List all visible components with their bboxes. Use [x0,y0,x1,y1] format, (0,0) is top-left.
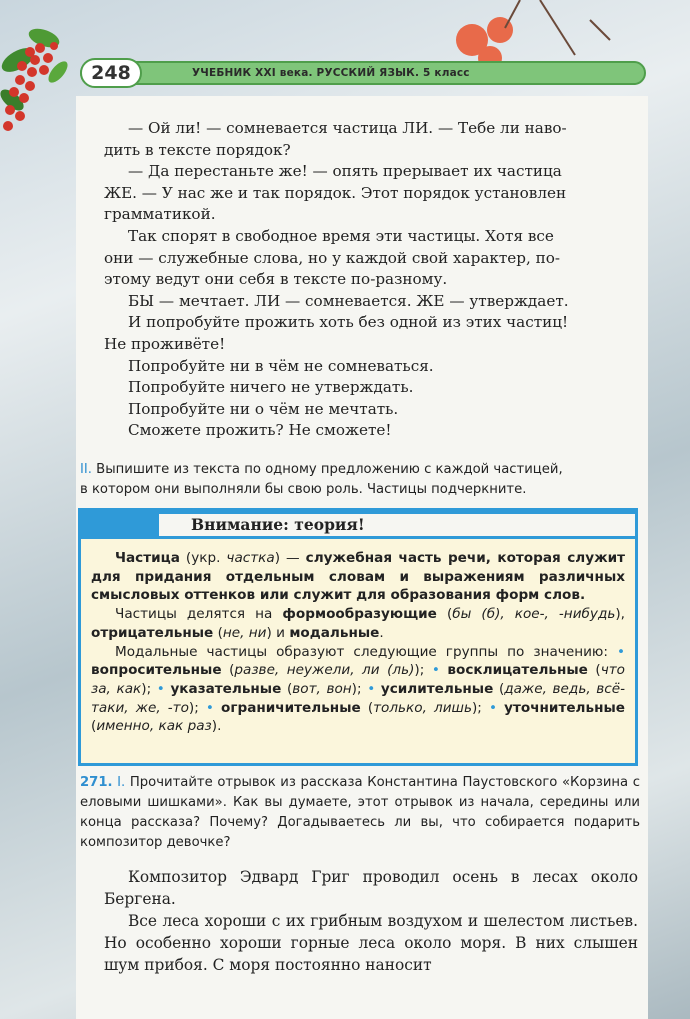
theory-classification [91,605,625,642]
story-line: грамматикой. [104,205,216,224]
group-name: ограничительные [221,699,361,716]
separator: . [217,718,222,735]
examples: только, лишь [373,699,472,716]
excerpt-text [104,866,638,976]
definition-text: служебная часть речи, которая служит для придания отдельным словам и выражениям различных смысловых оттенков или служит для образования форм слов. [91,550,625,604]
ukrainian-term: частка [226,550,275,566]
exercise-text: Прочитайте отрывок из рассказа Константина Паустовского «Корзина с еловыми шишками». Как вы думаете, этот отрывок из начала, середины или конца рассказа? Почему? Догадываетесь ли вы, что собирается подарить композитор девочке? [80,775,640,850]
bullet-icon: • [156,680,165,697]
group-name: вопросительные [91,662,222,679]
text: ), [615,606,625,623]
theory-box [78,508,638,766]
bullet-icon: • [367,680,376,697]
group-name: указательные [170,680,282,697]
page-number: 248 [80,58,142,88]
story-line: Сможете прожить? Не сможете! [128,421,392,440]
story-line: Попробуйте ни о чём не мечтать. [128,399,399,418]
theory-modal-groups: Модальные частицы образуют следующие группы по значению: • вопросительные (разве, неужели, ли (ль)); • восклицательные (что за, как); • указательные (вот, вон); • усилительные (даже, ведь, всё-таки, же, -то); • ограничительные (только, лишь); • уточнительные (именно, как раз). [91,643,626,735]
group-name: усилительные [380,680,494,697]
text: (укр. [179,550,227,566]
separator: ; [194,699,206,716]
exercise-number: 271. [80,775,113,790]
exercise-roman-numeral: I. [112,775,126,790]
examples: даже, ведь, всё-таки, же, -то [91,680,626,716]
group-name: восклицательные [447,662,588,679]
book-title: УЧЕБНИК XXI века. РУССКИЙ ЯЗЫК. 5 класс [192,67,470,79]
examples: вот, вон [292,680,352,697]
theory-body [91,549,625,736]
separator: ; [477,699,489,716]
task-text: Выпишите из текста по одному предложению с каждой частицей, [91,462,563,477]
term: формообразующие [282,606,437,623]
examples: не, ни [222,624,267,641]
story-line: Попробуйте ни в чём не сомневаться. [128,356,434,375]
theory-header-bar [81,511,635,539]
story-line: И попробуйте прожить хоть без одной из этих частиц! [128,313,569,332]
task-roman-numeral: II. [80,462,92,477]
story-line: дить в тексте порядок? [104,140,291,159]
bullet-icon: • [205,699,214,716]
story-line: они — служебные слова, но у каждой свой характер, по- [104,248,561,267]
story-line: Попробуйте ничего не утверждать. [128,378,414,397]
examples: что за, как [91,662,626,697]
story-line: этому ведут они себя в тексте по-разному. [104,270,448,289]
examples: именно, как раз [96,718,212,735]
bullet-icon: • [488,699,498,716]
excerpt-paragraph: Все леса хороши с их грибным воздухом и шелестом листьев. Но особенно хороши горные леса около моря. В них слышен шум прибоя. С моря постоянно наносит [104,912,638,974]
term: Частица [115,550,180,566]
text: ) и [266,624,290,641]
excerpt-paragraph: Композитор Эдвард Григ проводил осень в лесах около Бергена. [104,868,638,908]
story-line: ЖЕ. — У нас же и так порядок. Этот порядок установлен [104,183,567,202]
separator: ; [146,680,157,697]
examples: бы (б), кое-, -нибудь [452,606,616,623]
theory-title: Внимание: теория! [159,514,635,536]
story-line: — Да перестаньте же! — опять прерывает их частица [128,162,562,181]
text: . [379,624,384,641]
story-text [104,118,638,442]
story-line: БЫ — мечтает. ЛИ — сомневается. ЖЕ — утверждает. [128,291,569,310]
exercise-271 [80,773,640,853]
task-ii [80,460,640,500]
text: ( [213,624,223,641]
task-text: в котором они выполняли бы свою роль. Частицы подчеркните. [80,482,527,497]
bullet-icon: • [616,643,625,660]
text: ) — [274,550,306,566]
text: ( [436,606,453,623]
page-header [80,61,646,85]
examples: разве, неужели, ли (ль) [234,662,415,679]
separator: ; [356,680,368,697]
story-line: Так спорят в свободное время эти частицы. Хотя все [128,226,554,245]
bullet-icon: • [431,662,440,679]
group-name: уточнительные [504,699,626,716]
term: модальные [289,624,380,641]
text: Модальные частицы образуют следующие группы по значению: [115,643,617,660]
term: отрицательные [91,624,214,641]
text: Частицы делятся на [115,606,283,623]
branch [505,0,610,55]
story-line: Не проживёте! [104,334,226,353]
story-line: — Ой ли! — сомневается частица ЛИ. — Тебе ли наво- [128,119,567,137]
separator: ; [419,662,432,679]
theory-definition [91,549,625,605]
